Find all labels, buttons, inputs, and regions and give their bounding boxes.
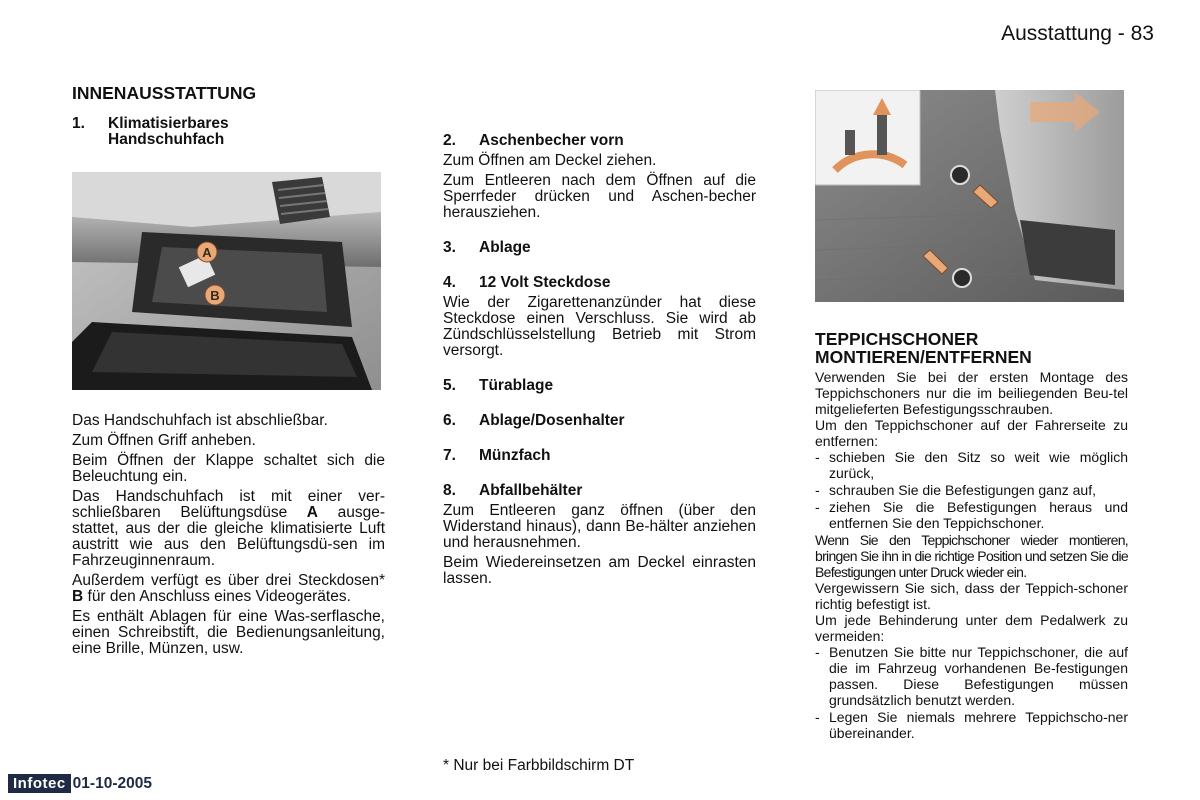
item-1-title-line2: Handschuhfach [108, 131, 225, 148]
item-7-title: Münzfach [479, 447, 551, 464]
item-4-title: 12 Volt Steckdose [479, 274, 611, 291]
item-4-text-1: Wie der Zigarettenanzünder hat diese Steckdose einen Verschluss. Sie wird ab Zündschlüsselstellung Betrieb mit Strom versorgt. [443, 294, 756, 359]
callout-a: A [202, 245, 212, 260]
item-1-heading [72, 116, 312, 148]
pedal-steps-list [815, 644, 1128, 741]
infotec-logo: Infotec [8, 774, 71, 793]
glovebox-para-1: Das Handschuhfach ist abschließbar. [72, 412, 328, 429]
item-5: 5. Türablage [443, 377, 554, 394]
teppichschoner-remove-intro: Um den Teppichschoner auf der Fahrerseite zu entfernen: [815, 417, 1128, 449]
item-8-title: Abfallbehälter [479, 482, 583, 499]
remove-step-2: - schrauben Sie die Befestigungen ganz auf, [815, 482, 1128, 498]
item-8-text-2: Beim Wiedereinsetzen am Deckel einrasten lassen. [443, 554, 756, 587]
teppichschoner-check: Vergewissern Sie sich, dass der Teppich-schoner richtig befestigt ist. [815, 580, 1128, 612]
remove-step-3: - ziehen Sie die Befestigungen heraus und entfernen Sie den Teppichschoner. [815, 499, 1128, 531]
glovebox-illustration [72, 172, 381, 390]
remove-step-1: - schieben Sie den Sitz so weit wie möglich zurück, [815, 449, 1128, 481]
item-2-title: Aschenbecher vorn [479, 132, 624, 149]
item-1-number: 1. [72, 115, 85, 132]
footnote: * Nur bei Farbbildschirm DT [443, 757, 635, 774]
items-list [443, 133, 756, 606]
section-title-teppichschoner [815, 330, 1135, 366]
teppichschoner-title-line1: TEPPICHSCHONER [815, 329, 979, 349]
teppichschoner-pedal-intro: Um jede Behinderung unter dem Pedalwerk zu vermeiden: [815, 612, 1128, 644]
callout-b: B [210, 288, 220, 303]
glovebox-para-3: Beim Öffnen der Klappe schaltet sich die Beleuchtung ein. [72, 452, 385, 485]
footer-date: 01-10-2005 [72, 774, 152, 792]
section-title-innenausstattung: INNENAUSSTATTUNG [72, 83, 257, 103]
remove-steps-list [815, 449, 1128, 531]
teppichschoner-text [815, 369, 1128, 742]
glovebox-para-5: Außerdem verfügt es über drei Steckdosen* B für den Anschluss eines Videogerätes. [72, 572, 385, 605]
floor-mat-illustration [815, 90, 1124, 302]
item-4: 4. 12 Volt Steckdose Wie der Zigarettenanzünder hat diese Steckdose einen Verschluss. Sie wird ab Zündschlüsselstellung Betrieb mit Strom versorgt. [443, 274, 756, 359]
item-2: 2. Aschenbecher vorn Zum Öffnen am Deckel ziehen. Zum Entleeren nach dem Öffnen auf die Sperrfeder drücken und Aschen-becher herausziehen. [443, 132, 756, 221]
item-7: 7. Münzfach [443, 447, 551, 464]
item-5-title: Türablage [479, 377, 554, 394]
item-3: 3. Ablage [443, 239, 531, 256]
teppichschoner-intro: Verwenden Sie bei der ersten Montage des Teppichschoners nur die im beiliegenden Beu-tel mitgelieferten Befestigungsschrauben. [815, 369, 1128, 417]
footer [8, 774, 152, 793]
item-3-title: Ablage [479, 239, 531, 256]
item-8-text-1: Zum Entleeren ganz öffnen (über den Widerstand hinaus), dann Be-hälter anziehen und herausnehmen. [443, 502, 756, 551]
item-1-title-line1: Klimatisierbares [108, 115, 229, 132]
glovebox-para-6: Es enthält Ablagen für eine Was-serflasche, einen Schreibstift, die Bedienungsanleitung, eine Brille, Münzen, usw. [72, 608, 385, 657]
teppichschoner-title-line2: MONTIEREN/ENTFERNEN [815, 347, 1032, 367]
pedal-step-1: - Benutzen Sie bitte nur Teppichschoner, die auf die im Fahrzeug vorhandenen Be-festigungen passen. Diese Befestigungen müssen grundsätzlich benutzt werden. [815, 644, 1128, 708]
glovebox-para-4: Das Handschuhfach ist mit einer ver-schließbaren Belüftungsdüse A ausge-stattet, aus der die gleiche klimatisierte Luft austritt wie aus den Belüftungsdü-sen im Fahrzeuginnenraum. [72, 488, 385, 569]
item-2-text-2: Zum Entleeren nach dem Öffnen auf die Sperrfeder drücken und Aschen-becher herausziehen. [443, 172, 756, 221]
glovebox-para-2: Zum Öffnen Griff anheben. [72, 432, 256, 449]
teppichschoner-reinstall: Wenn Sie den Teppichschoner wieder montieren, bringen Sie ihn in die richtige Position und setzen Sie die Befestigungen unter Druck wieder ein. [815, 532, 1128, 580]
page-header-title: Ausstattung - 83 [1001, 22, 1154, 45]
item-8: 8. Abfallbehälter Zum Entleeren ganz öffnen (über den Widerstand hinaus), dann Be-hälter anziehen und herausnehmen. Beim Wiedereinsetzen am Deckel einrasten lassen. [443, 482, 756, 587]
item-6-title: Ablage/Dosenhalter [479, 412, 625, 429]
item-2-text-1: Zum Öffnen am Deckel ziehen. [443, 152, 657, 169]
glovebox-description [72, 413, 385, 657]
pedal-step-2: - Legen Sie niemals mehrere Teppichscho-ner übereinander. [815, 709, 1128, 741]
item-6: 6. Ablage/Dosenhalter [443, 412, 625, 429]
